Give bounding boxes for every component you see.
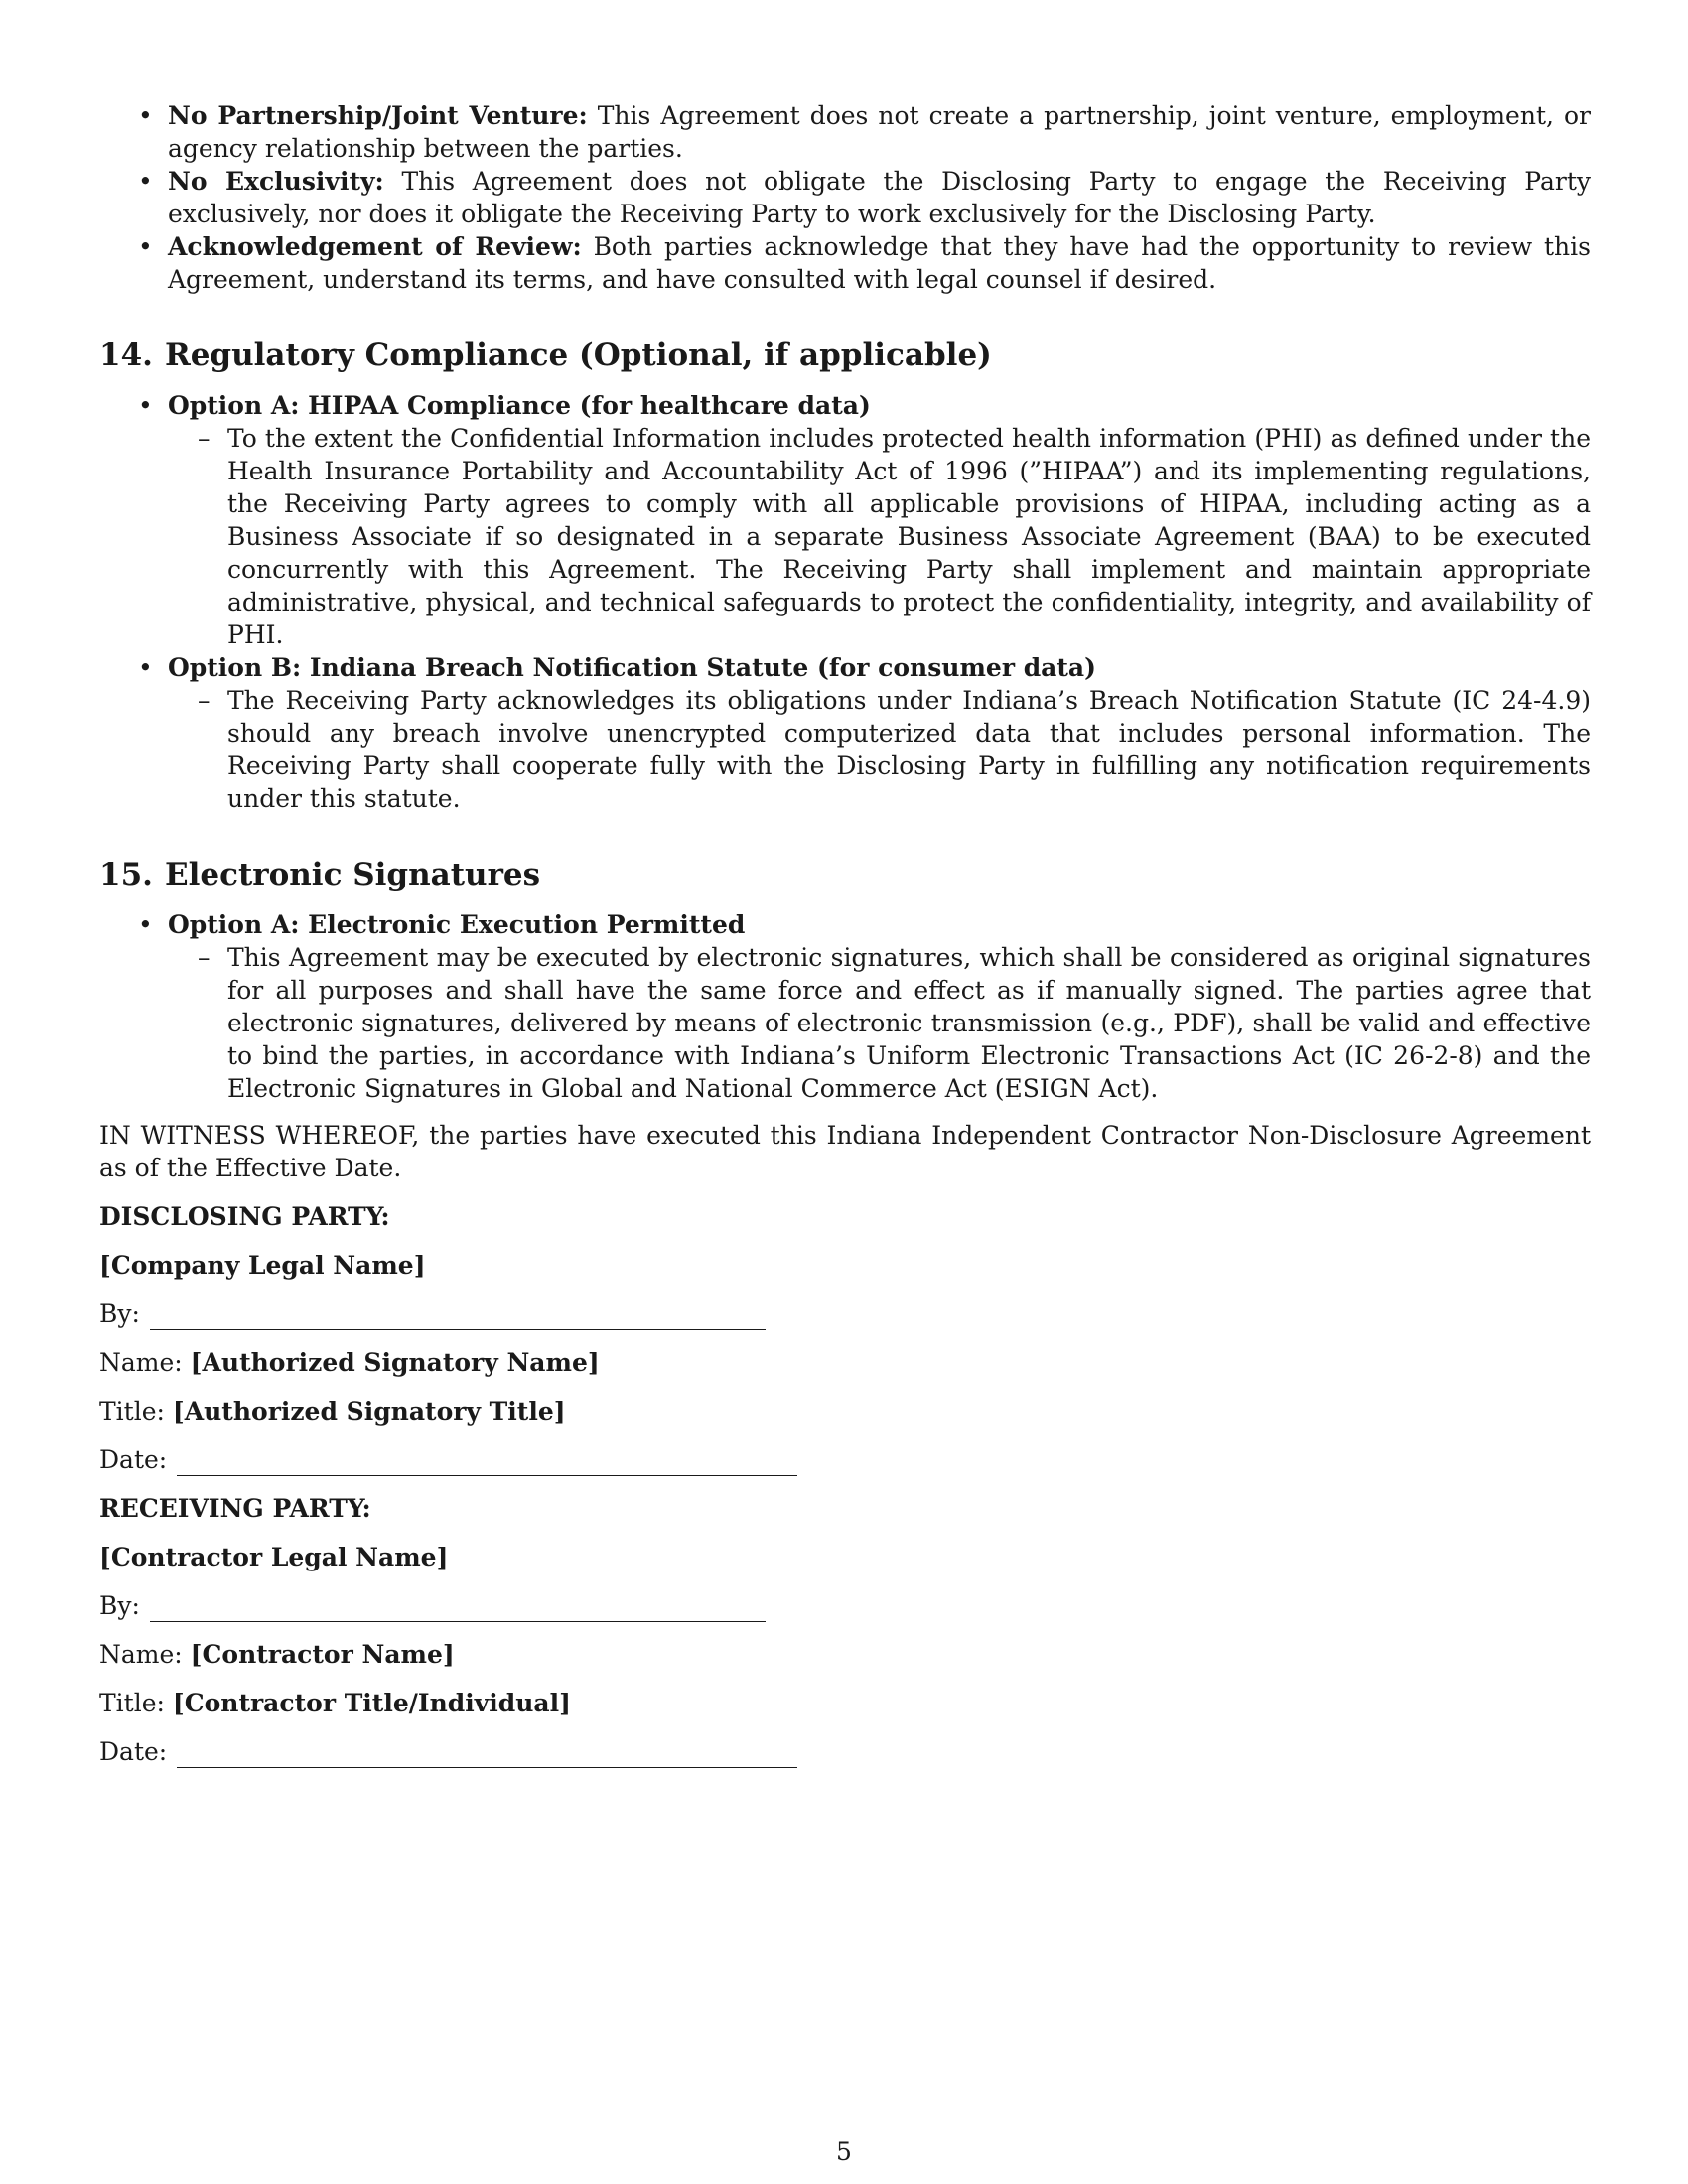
date-row <box>99 1735 1591 1768</box>
option-details <box>168 422 1591 651</box>
disclosing-party-signature-block <box>99 1200 1591 1476</box>
signature-line[interactable] <box>150 1299 766 1330</box>
page-number: 5 <box>836 2137 852 2166</box>
title-value: [Contractor Title/Individual] <box>172 1689 571 1717</box>
term-text: This Agreement does not create a partnership, joint venture, employment, or agency relationship between the parties. <box>168 101 1591 163</box>
list-item <box>168 165 1591 230</box>
by-label: By: <box>99 1299 140 1328</box>
by-row <box>99 1297 1591 1330</box>
option-item <box>168 908 1591 1105</box>
section-14-options <box>99 389 1591 815</box>
term-text: This Agreement does not obligate the Disclosing Party to engage the Receiving Party exclusively, nor does it obligate the Receiving Party to work exclusively for the Disclosing Party. <box>168 167 1592 228</box>
date-row <box>99 1443 1591 1476</box>
date-line[interactable] <box>177 1737 797 1768</box>
term-label: Acknowledgement of Review: <box>168 232 582 261</box>
date-line[interactable] <box>177 1445 797 1476</box>
party-entity-name: [Contractor Legal Name] <box>99 1543 449 1571</box>
name-row <box>99 1346 1591 1379</box>
name-row <box>99 1638 1591 1671</box>
option-label: Option B: Indiana Breach Notification Statute (for consumer data) <box>168 653 1096 682</box>
option-label: Option A: HIPAA Compliance (for healthcare data) <box>168 391 871 420</box>
title-row <box>99 1687 1591 1719</box>
term-label: No Exclusivity: <box>168 167 384 196</box>
term-text: Both parties acknowledge that they have had the opportunity to review this Agreement, understand its terms, and have consulted with legal counsel if desired. <box>168 232 1591 294</box>
party-heading: DISCLOSING PARTY: <box>99 1202 390 1231</box>
option-label: Option A: Electronic Execution Permitted <box>168 910 746 939</box>
option-item <box>168 389 1591 651</box>
option-item <box>168 651 1591 815</box>
date-label: Date: <box>99 1445 168 1474</box>
section-number: 14. <box>99 338 153 373</box>
receiving-party-signature-block <box>99 1492 1591 1768</box>
party-entity-name: [Company Legal Name] <box>99 1251 426 1280</box>
option-details <box>168 684 1591 815</box>
title-value: [Authorized Signatory Title] <box>172 1397 566 1426</box>
section-title: Regulatory Compliance (Optional, if applicable) <box>164 338 992 373</box>
witness-clause: IN WITNESS WHEREOF, the parties have executed this Indiana Independent Contractor Non-Disclosure Agreement as of the Effective Date. <box>99 1121 1591 1182</box>
section-number: 15. <box>99 857 153 892</box>
by-row <box>99 1589 1591 1622</box>
name-label: Name: <box>99 1348 183 1377</box>
miscellaneous-list <box>99 99 1591 296</box>
section-15-heading <box>99 855 1591 894</box>
option-details <box>168 941 1591 1105</box>
list-item <box>168 230 1591 296</box>
option-text: – To the extent the Confidential Information includes protected health information (PHI) as defined under the Health Insurance Portability and Accountability Act of 1996 (”HIPAA”) and its implementing regulations, the Receiving Party agrees to comply with all applicable provisions of HIPAA, including acting as a Business Associate if so designated in a separate Business Associate Agreement (BAA) to be executed concurrently with this Agreement. The Receiving Party shall implement and maintain appropriate administrative, physical, and technical safeguards to protect the confidentiality, integrity, and availability of PHI. <box>227 422 1591 651</box>
title-label: Title: <box>99 1397 165 1426</box>
title-label: Title: <box>99 1689 165 1717</box>
option-text: – The Receiving Party acknowledges its obligations under Indiana’s Breach Notification Statute (IC 24-4.9) should any breach involve unencrypted computerized data that includes personal information. The Receiving Party shall cooperate fully with the Disclosing Party in fulfilling any notification requirements under this statute. <box>227 684 1591 815</box>
term-label: No Partnership/Joint Venture: <box>168 101 588 130</box>
section-14-heading <box>99 336 1591 375</box>
section-15-options <box>99 908 1591 1105</box>
name-label: Name: <box>99 1640 183 1669</box>
signature-line[interactable] <box>150 1591 766 1622</box>
document-page <box>99 99 1591 1768</box>
title-row <box>99 1395 1591 1428</box>
section-title: Electronic Signatures <box>164 857 541 892</box>
list-item <box>168 99 1591 165</box>
party-heading: RECEIVING PARTY: <box>99 1494 371 1523</box>
option-text: – This Agreement may be executed by electronic signatures, which shall be considered as original signatures for all purposes and shall have the same force and effect as if manually signed. The parties agree that electronic signatures, delivered by means of electronic transmission (e.g., PDF), shall be valid and effective to bind the parties, in accordance with Indiana’s Uniform Electronic Transactions Act (IC 26-2-8) and the Electronic Signatures in Global and National Commerce Act (ESIGN Act). <box>227 941 1591 1105</box>
date-label: Date: <box>99 1737 168 1766</box>
name-value: [Contractor Name] <box>190 1640 455 1669</box>
by-label: By: <box>99 1591 140 1620</box>
name-value: [Authorized Signatory Name] <box>190 1348 600 1377</box>
